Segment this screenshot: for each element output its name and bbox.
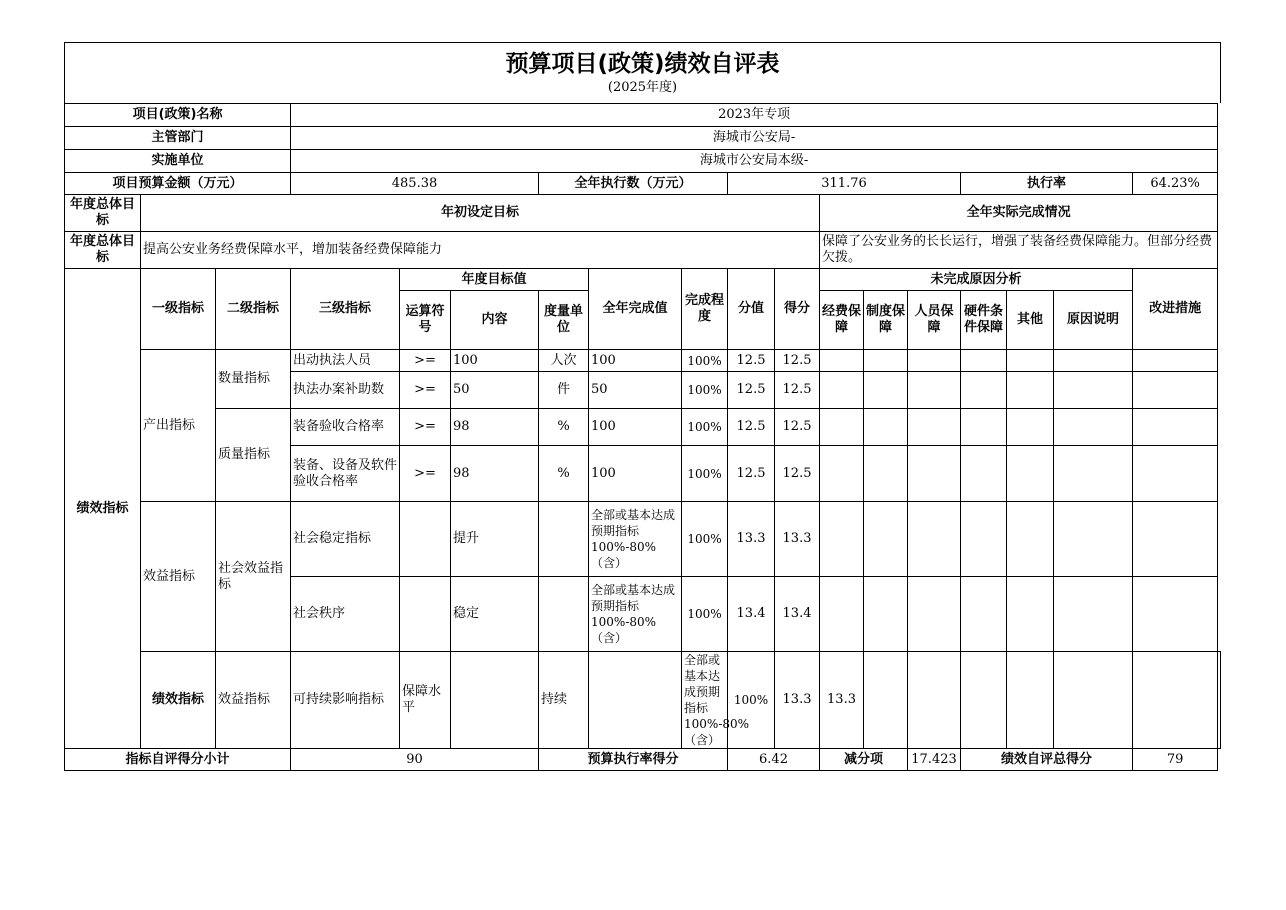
indicator-content: 100 [451,350,539,372]
label-subtotal: 指标自评得分小计 [65,749,291,771]
indicator-l3: 装备、设备及软件验收合格率 [291,446,400,502]
reason-cell [908,350,961,372]
indicator-done: 100 [589,409,682,446]
indicator-got: 12.5 [775,409,820,446]
reason-cell [1007,652,1054,749]
reason-cell [864,502,908,577]
indicator-content: 98 [451,409,539,446]
value-budget: 485.38 [291,173,539,195]
reason-cell [1007,502,1054,577]
indicator-unit: % [539,409,589,446]
header-lvl3: 三级指标 [291,269,400,350]
indicator-content: 持续 [539,652,589,749]
indicator-content: 提升 [451,502,539,577]
reason-cell [820,350,864,372]
indicator-got: 12.5 [775,372,820,409]
indicator-unit [539,577,589,652]
value-rate: 64.23% [1133,173,1218,195]
reason-cell [1007,577,1054,652]
indicator-got: 13.4 [775,577,820,652]
reason-cell [864,350,908,372]
reason-cell [961,652,1007,749]
reason-cell [1054,409,1133,446]
header-r-other: 其他 [1007,291,1054,350]
label-budget: 项目预算金额（万元） [65,173,291,195]
reason-cell [961,409,1007,446]
improve-cell [1133,409,1218,446]
indicator-degree: 100% [682,577,728,652]
indicator-degree: 100% [682,372,728,409]
reason-cell [961,502,1007,577]
goal-actual: 保障了公安业务的长长运行，增强了装备经费保障能力。但部分经费欠拨。 [820,232,1218,269]
reason-cell [864,409,908,446]
indicator-score: 13.4 [728,577,775,652]
indicator-l2: 数量指标 [216,350,291,409]
reason-cell [1054,652,1133,749]
improve-cell [1218,652,1221,749]
reason-cell [1007,409,1054,446]
label-actual: 全年实际完成情况 [820,195,1218,232]
header-degree: 完成程度 [682,269,728,350]
value-project-name: 2023年专项 [291,104,1218,127]
indicator-degree: 100% [728,652,775,749]
header-done: 全年完成值 [589,269,682,350]
reason-cell [908,652,961,749]
indicator-score: 12.5 [728,350,775,372]
indicator-op: >= [400,350,451,372]
page-title: 预算项目(政策)绩效自评表 [505,51,780,77]
improve-cell [1133,350,1218,372]
reason-cell [1054,350,1133,372]
header-reason-group: 未完成原因分析 [820,269,1133,291]
label-rate: 执行率 [961,173,1133,195]
title-block [64,42,1221,103]
value-exec-score: 6.42 [728,749,820,771]
label-executed: 全年执行数（万元） [539,173,728,195]
improve-cell [1133,577,1218,652]
indicator-op [451,652,539,749]
header-improve: 改进措施 [1133,269,1218,350]
indicator-l2: 质量指标 [216,409,291,502]
reason-cell [908,577,961,652]
label-dept: 主管部门 [65,127,291,150]
indicator-degree: 100% [682,350,728,372]
evaluation-table [64,103,1221,771]
reason-cell [961,577,1007,652]
label-goal-row: 年度总体目标 [65,232,141,269]
improve-cell [1133,372,1218,409]
indicator-unit [589,652,682,749]
indicator-op: >= [400,372,451,409]
reason-cell [820,577,864,652]
reason-cell [961,446,1007,502]
indicator-l2: 可持续影响指标 [291,652,400,749]
goal-planned: 提高公安业务经费保障水平，增加装备经费保障能力 [141,232,820,269]
reason-cell [908,502,961,577]
indicator-content: 98 [451,446,539,502]
indicator-op [400,502,451,577]
indicator-done: 100 [589,446,682,502]
reason-cell [864,446,908,502]
reason-cell [1007,372,1054,409]
label-total: 绩效自评总得分 [961,749,1133,771]
reason-cell [1007,446,1054,502]
value-executed: 311.76 [728,173,961,195]
reason-cell [1054,372,1133,409]
header-score: 分值 [728,269,775,350]
header-lvl2: 二级指标 [216,269,291,350]
reason-cell [961,372,1007,409]
header-r-desc: 原因说明 [1054,291,1133,350]
indicator-degree: 100% [682,502,728,577]
label-goal-header: 年度总体目标 [65,195,141,232]
indicator-op: >= [400,446,451,502]
improve-cell [1133,446,1218,502]
reason-cell [820,372,864,409]
header-content: 内容 [451,291,539,350]
indicator-got: 12.5 [775,350,820,372]
reason-cell [908,446,961,502]
indicator-content: 50 [451,372,539,409]
year-subtitle: (2025年度) [607,80,678,95]
reason-cell [908,409,961,446]
reason-cell [908,372,961,409]
indicator-content: 稳定 [451,577,539,652]
header-target-group: 年度目标值 [400,269,589,291]
indicator-unit: 人次 [539,350,589,372]
improve-cell [1133,502,1218,577]
indicator-l2: 社会效益指标 [216,502,291,652]
header-r-hw: 硬件条件保障 [961,291,1007,350]
indicator-l1: 产出指标 [141,350,216,502]
header-r-sys: 制度保障 [864,291,908,350]
value-dept: 海城市公安局- [291,127,1218,150]
evaluation-sheet [64,42,1221,771]
indicator-l3: 社会稳定指标 [291,502,400,577]
indicator-l1: 效益指标 [141,502,216,652]
indicator-got: 12.5 [775,446,820,502]
indicator-score: 12.5 [728,446,775,502]
indicator-score: 13.3 [775,652,820,749]
indicator-done: 全部或基本达成预期指标100%-80%（含） [682,652,728,749]
reason-cell [864,652,908,749]
indicator-l3: 装备验收合格率 [291,409,400,446]
label-deduct: 减分项 [820,749,908,771]
value-subtotal: 90 [291,749,539,771]
indicator-score: 12.5 [728,372,775,409]
header-got: 得分 [775,269,820,350]
indicator-unit: 件 [539,372,589,409]
reason-cell [820,502,864,577]
indicator-got: 13.3 [775,502,820,577]
reason-cell [1054,446,1133,502]
indicator-score: 13.3 [728,502,775,577]
reason-cell [1054,577,1133,652]
indicator-got: 13.3 [820,652,864,749]
indicator-l1: 效益指标 [216,652,291,749]
label-planned: 年初设定目标 [141,195,820,232]
indicator-degree: 100% [682,446,728,502]
header-unit: 度量单位 [539,291,589,350]
reason-cell [1133,652,1218,749]
indicator-l3: 执法办案补助数 [291,372,400,409]
indicator-score: 12.5 [728,409,775,446]
indicator-op: >= [400,409,451,446]
indicator-done: 全部或基本达成预期指标100%-80%（含） [589,577,682,652]
header-r-staff: 人员保障 [908,291,961,350]
indicator-unit [539,502,589,577]
value-deduct: 17.423 [908,749,961,771]
label-unit: 实施单位 [65,150,291,173]
indicator-done: 全部或基本达成预期指标100%-80%（含） [589,502,682,577]
indicator-l3: 社会秩序 [291,577,400,652]
label-exec-score: 预算执行率得分 [539,749,728,771]
label-perf-2: 绩效指标 [141,652,216,749]
reason-cell [864,577,908,652]
label-project-name: 项目(政策)名称 [65,104,291,127]
header-op: 运算符号 [400,291,451,350]
reason-cell [864,372,908,409]
value-unit: 海城市公安局本级- [291,150,1218,173]
label-perf: 绩效指标 [65,269,141,749]
indicator-unit: % [539,446,589,502]
indicator-degree: 100% [682,409,728,446]
indicator-l3: 保障水平 [400,652,451,749]
reason-cell [820,446,864,502]
value-total: 79 [1133,749,1218,771]
reason-cell [1054,502,1133,577]
reason-cell [961,350,1007,372]
reason-cell [820,409,864,446]
header-r-fund: 经费保障 [820,291,864,350]
indicator-l3: 出动执法人员 [291,350,400,372]
reason-cell [1007,350,1054,372]
indicator-op [400,577,451,652]
indicator-done: 100 [589,350,682,372]
header-lvl1: 一级指标 [141,269,216,350]
indicator-done: 50 [589,372,682,409]
